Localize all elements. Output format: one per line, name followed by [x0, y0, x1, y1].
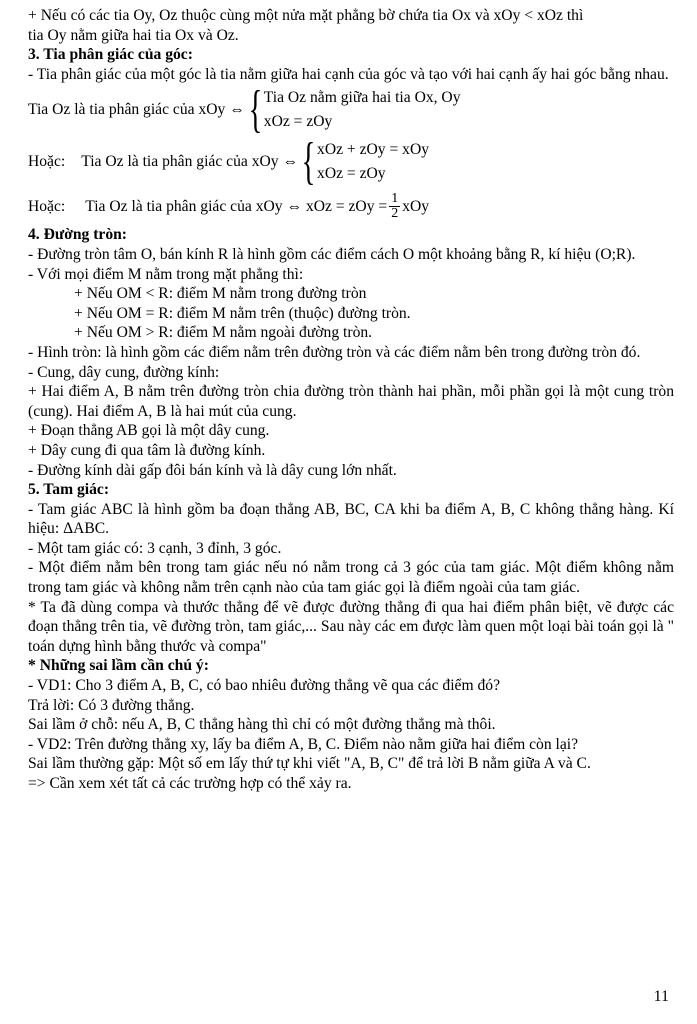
case-inside: + Nếu OM < R: điểm M nằm trong đường tròn: [74, 285, 367, 303]
section-3-title: 3. Tia phân giác của góc:: [28, 46, 193, 64]
fraction-denominator: 2: [391, 206, 399, 222]
eq2-prefix: Hoặc:: [28, 153, 66, 171]
bisector-equation-3: [28, 192, 674, 221]
arc-title: - Cung, dây cung, đường kính:: [28, 363, 220, 381]
eq2-left: Tia Oz là tia phân giác của xOy ⇔: [81, 153, 299, 171]
intro-line-1: + Nếu có các tia Oy, Oz thuộc cùng một nửa mặt phẳng bờ chứa tia Ox và xOy < xOz thì: [28, 7, 584, 24]
bisector-equation-2: [28, 133, 674, 191]
mistakes-title: * Những sai lầm cần chú ý:: [28, 657, 209, 675]
construction-note: * Ta đã dùng compa và thước thẳng để vẽ được đường thẳng đi qua hai điểm phân biệt, vẽ được các đoạn thẳng trên tia, vẽ đường tròn, tam giác,... Sau này các em được làm quen một loại bài toán gọi là " toán dựng hình bằng thước và compa": [28, 598, 674, 655]
point-m-intro: - Với mọi điểm M nằm trong mặt phẳng thì:: [28, 265, 304, 283]
eq1-condition-1: Tia Oz nằm giữa hai tia Ox, Oy: [263, 89, 461, 107]
eq3-prefix: Hoặc:: [28, 197, 66, 215]
eq1-condition-2: xOz = zOy: [263, 113, 333, 131]
one-half-fraction: [389, 192, 400, 221]
mistake-1: Sai lầm ở chỗ: nếu A, B, C thẳng hàng thì chỉ có một đường thẳng mà thôi.: [28, 716, 496, 734]
triangle-parts: - Một tam giác có: 3 cạnh, 3 đỉnh, 3 góc.: [28, 539, 282, 557]
arc-point-3: + Dây cung đi qua tâm là đường kính.: [28, 441, 266, 459]
brace-icon: {: [248, 81, 263, 139]
bisector-equation-1: [28, 81, 674, 139]
disc-definition: - Hình tròn: là hình gồm các điểm nằm trên đường tròn và các điểm nằm bên trong đường tròn đó.: [28, 343, 641, 361]
brace-icon: {: [301, 133, 316, 191]
eq2-condition-1: xOz + zOy = xOy: [317, 141, 430, 159]
eq3-right: xOy: [402, 197, 430, 215]
case-outside: + Nếu OM > R: điểm M nằm ngoài đường tròn.: [74, 324, 373, 342]
circle-definition: - Đường tròn tâm O, bán kính R là hình gồm các điểm cách O một khoảng bằng R, kí hiệu (O;R).: [28, 245, 636, 263]
section-5-title: 5. Tam giác:: [28, 481, 110, 499]
example-1: - VD1: Cho 3 điểm A, B, C, có bao nhiêu đường thẳng vẽ qua các điểm đó?: [28, 677, 501, 695]
fix-2: => Cần xem xét tất cả các trường hợp có thể xảy ra.: [28, 775, 352, 792]
arc-point-1: + Hai điểm A, B nằm trên đường tròn chia đường tròn thành hai phần, mỗi phần gọi là một cung tròn (cung). Hai điểm A, B là hai mút của cung.: [28, 383, 674, 420]
example-2: - VD2: Trên đường thẳng xy, lấy ba điểm A, B, C. Điểm nào nằm giữa hai điểm còn lại?: [28, 735, 579, 753]
intro-line-2: tia Oy nằm giữa hai tia Ox và Oz.: [28, 26, 239, 44]
case-on: + Nếu OM = R: điểm M nằm trên (thuộc) đường tròn.: [74, 304, 411, 322]
triangle-definition: - Tam giác ABC là hình gồm ba đoạn thẳng AB, BC, CA khi ba điểm A, B, C không thẳng hàng. Kí hiệu: ΔABC.: [28, 500, 674, 538]
eq1-system: [264, 86, 461, 134]
section-4-title: 4. Đường tròn:: [28, 226, 127, 244]
eq1-left: Tia Oz là tia phân giác của xOy ⇔: [28, 101, 245, 119]
fraction-numerator: 1: [391, 191, 399, 207]
triangle-inside-point: - Một điểm nằm bên trong tam giác nếu nó nằm trong cả 3 góc của tam giác. Một điểm không nằm trong tam giác và không nằm trên cạnh nào của tam giác gọi là điểm ngoài của tam giác.: [28, 559, 674, 597]
eq2-condition-2: xOz = zOy: [317, 165, 386, 183]
document-page: [28, 6, 674, 794]
arc-point-2: + Đoạn thẳng AB gọi là một dây cung.: [28, 422, 270, 440]
bisector-definition: - Tia phân giác của một góc là tia nằm giữa hai cạnh của góc và tạo với hai cạnh ấy hai góc bằng nhau.: [28, 65, 669, 83]
answer-1: Trả lời: Có 3 đường thẳng.: [28, 696, 195, 714]
page-number: 11: [653, 988, 669, 1005]
mistake-2: Sai lầm thường gặp: Một số em lấy thứ tự khi viết "A, B, C" để trả lời B nằm giữa A và C.: [28, 755, 591, 773]
eq2-system: [317, 138, 429, 186]
eq3-left: Tia Oz là tia phân giác của xOy ⇔ xOz = zOy =: [85, 197, 388, 215]
arc-point-4: - Đường kính dài gấp đôi bán kính và là dây cung lớn nhất.: [28, 461, 397, 479]
